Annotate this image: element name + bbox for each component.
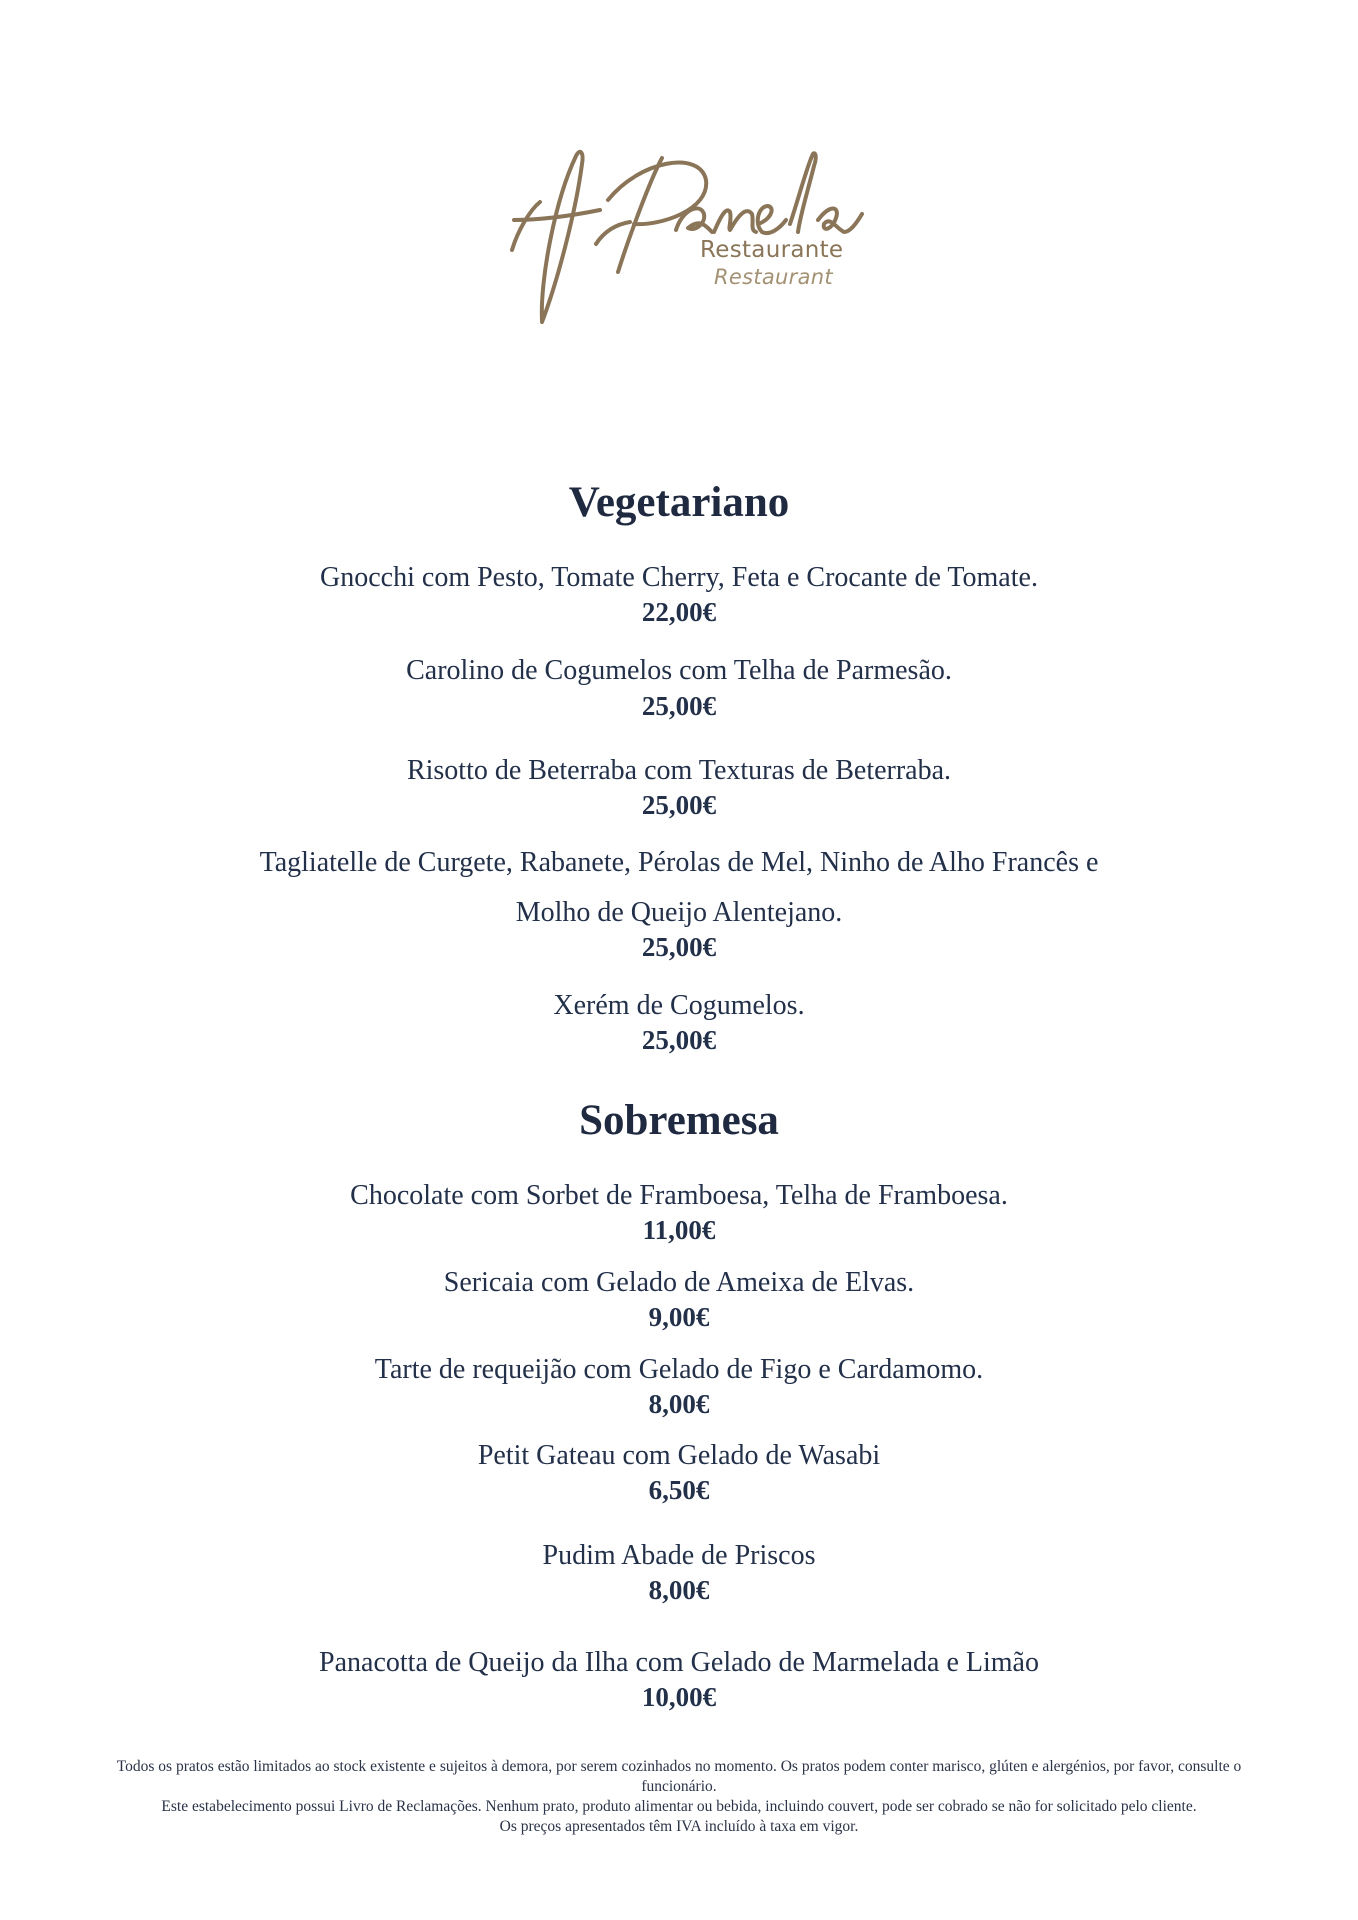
dish-price: 9,00€ xyxy=(648,1302,710,1332)
dish-price: 6,50€ xyxy=(648,1475,710,1505)
dish-price: 25,00€ xyxy=(641,1025,717,1055)
dish-price: 25,00€ xyxy=(641,790,717,820)
dish-name: Carolino de Cogumelos com Telha de Parmesão. xyxy=(406,655,952,686)
footer-allergen-note: Todos os pratos estão limitados ao stock existente e sujeitos à demora, por serem cozinhados no momento. Os pratos podem conter marisco, glúten e alergénios, por favor, consulte o funcionário. xyxy=(116,1758,1242,1795)
dish-name: Panacotta de Queijo da Ilha com Gelado de Marmelada e Limão xyxy=(319,1647,1039,1678)
dish-price: 25,00€ xyxy=(641,691,717,721)
dish-name: Tarte de requeijão com Gelado de Figo e Cardamomo. xyxy=(374,1354,984,1385)
section-title-vegetariano: Vegetariano xyxy=(568,479,790,526)
restaurant-logo xyxy=(500,140,870,340)
dish-name: Gnocchi com Pesto, Tomate Cherry, Feta e Crocante de Tomate. xyxy=(320,562,1038,593)
footer-complaints-note: Este estabelecimento possui Livro de Reclamações. Nenhum prato, produto alimentar ou bebida, incluindo couvert, pode ser cobrado se não for solicitado pelo cliente. xyxy=(161,1798,1197,1815)
dish-name: Tagliatelle de Curgete, Rabanete, Pérolas de Mel, Ninho de Alho Francês e xyxy=(259,847,1099,878)
dish-price: 8,00€ xyxy=(648,1389,710,1419)
logo-subtitle-en: Restaurant xyxy=(714,265,833,289)
legal-footer xyxy=(110,1757,1248,1837)
footer-vat-note: Os preços apresentados têm IVA incluído à taxa em vigor. xyxy=(499,1818,859,1835)
dish-name: Risotto de Beterraba com Texturas de Beterraba. xyxy=(406,755,952,786)
dish-name: Xerém de Cogumelos. xyxy=(553,990,805,1021)
dish-name-continued: Molho de Queijo Alentejano. xyxy=(515,897,843,928)
dish-name: Petit Gateau com Gelado de Wasabi xyxy=(477,1440,881,1471)
dish-price: 10,00€ xyxy=(641,1682,717,1712)
section-title-sobremesa: Sobremesa xyxy=(579,1097,779,1144)
dish-name: Pudim Abade de Priscos xyxy=(542,1540,816,1571)
logo-subtitle-pt: Restaurante xyxy=(700,237,844,263)
dish-price: 25,00€ xyxy=(641,932,717,962)
dish-price: 22,00€ xyxy=(641,597,717,627)
dish-name: Sericaia com Gelado de Ameixa de Elvas. xyxy=(443,1267,915,1298)
dish-name: Chocolate com Sorbet de Framboesa, Telha de Framboesa. xyxy=(350,1180,1008,1211)
dish-price: 11,00€ xyxy=(642,1215,716,1245)
dish-price: 8,00€ xyxy=(648,1575,710,1605)
